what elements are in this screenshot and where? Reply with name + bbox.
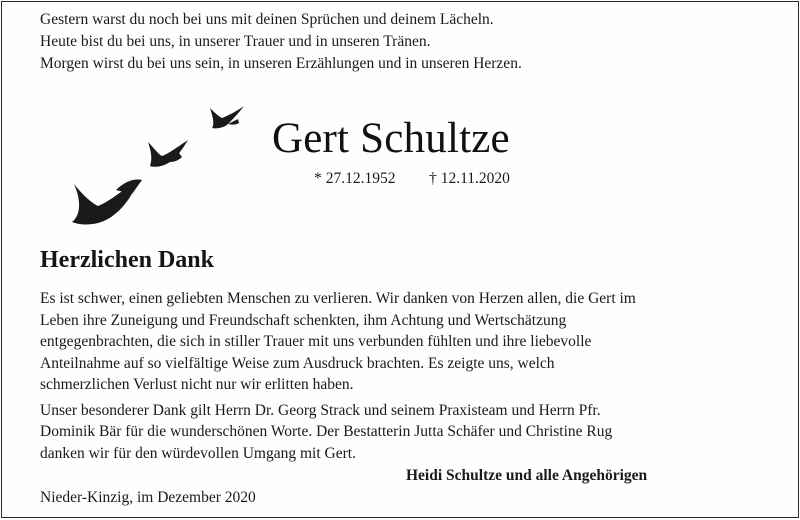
paragraph-special-thanks [40, 400, 780, 465]
signature: Heidi Schultze und alle Angehörigen [406, 467, 648, 484]
flying-birds-icon [62, 98, 262, 233]
thanks-heading: Herzlichen Dank [40, 247, 214, 273]
death-date [429, 170, 510, 188]
obituary-notice [1, 1, 799, 518]
text-line: entgegenbrachten, die sich in stiller Trauer mit uns verbunden fühlten und ihre liebevolle [40, 333, 592, 350]
poem-line: Heute bist du bei uns, in unserer Trauer und in unseren Tränen. [40, 33, 431, 50]
death-date-value: 12.11.2020 [440, 170, 510, 187]
bird-large-icon [72, 179, 142, 224]
text-line: danken wir für den würdevollen Umgang mit Gert. [40, 444, 356, 462]
paragraph-gratitude [40, 288, 780, 396]
birth-date [314, 170, 396, 188]
text-line: Anteilnahme auf so vielfältige Weise zum Ausdruck brachten. Es zeigte uns, welch [40, 354, 555, 372]
text-line: schmerzlichen Verlust nicht nur wir erlitten haben. [40, 376, 354, 393]
text-line: Dominik Bär für die wunderschönen Worte. Der Bestatterin Jutta Schäfer und Christine Rug [40, 423, 613, 440]
birth-date-value: 27.12.1952 [325, 170, 396, 187]
place-and-date: Nieder-Kinzig, im Dezember 2020 [40, 489, 256, 506]
poem-line: Gestern warst du noch bei uns mit deinen Sprüchen und deinem Lächeln. [40, 11, 494, 28]
text-line: Leben ihre Zuneigung und Freundschaft schenkten, ihm Achtung und Wertschätzung [40, 311, 567, 329]
cross-symbol: † [429, 170, 437, 187]
bird-small-icon [210, 106, 244, 128]
poem-line: Morgen wirst du bei uns sein, in unseren Erzählungen und in unseren Herzen. [40, 55, 522, 72]
text-line: Es ist schwer, einen geliebten Menschen zu verlieren. Wir danken von Herzen allen, die Gert im [40, 290, 636, 307]
birth-symbol: * [314, 170, 322, 187]
bird-medium-icon [148, 140, 188, 167]
deceased-name: Gert Schultze [272, 115, 510, 162]
memorial-poem [40, 9, 522, 75]
thanks-text [40, 288, 780, 468]
text-line: Unser besonderer Dank gilt Herrn Dr. Georg Strack und seinem Praxisteam und Herrn Pfr. [40, 401, 601, 419]
